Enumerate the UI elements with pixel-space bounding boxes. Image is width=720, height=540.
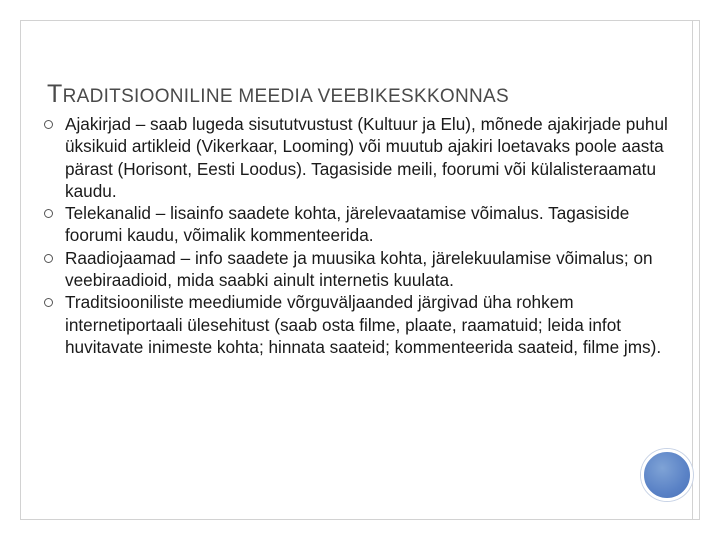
decorative-circle-icon [641,449,693,501]
bullet-text: Traditsiooniliste meediumide võrguväljaanded järgivad üha rohkem internetiportaali ülesehitust (saab osta filme, plaate, raamatuid; leida infot huvitavate inimeste kohta; hinnata saateid; kommenteerida saateid, filme jms). [65,292,662,357]
slide-title-initial: T [47,80,63,108]
slide-title-rest: RADITSIOONILINE MEEDIA VEEBIKESKKONNAS [62,86,509,107]
slide-title [47,75,509,107]
hollow-circle-bullet-icon [44,209,53,218]
bullet-item [40,113,690,202]
slide-frame-accent [692,20,700,520]
hollow-circle-bullet-icon [44,254,53,263]
bullet-item [40,247,690,292]
bullet-text: Telekanalid – lisainfo saadete kohta, järelevaatamise võimalus. Tagasiside foorumi kaudu, võimalik kommenteerida. [65,203,630,246]
bullet-item [40,291,690,358]
bullet-list [40,113,690,358]
hollow-circle-bullet-icon [44,298,53,307]
bullet-text: Ajakirjad – saab lugeda sisututvustust (Kultuur ja Elu), mõnede ajakirjade puhul üksikuid artikleid (Vikerkaar, Looming) või muutub ajakiri loetavaks poole aasta pärast (Horisont, Eesti Loodus). Tagasiside meili, foorumi või külalisteraamatu kaudu. [65,114,668,201]
bullet-text: Raadiojaamad – info saadete ja muusika kohta, järelekuulamise võimalus; on veebiraadioid, mida saabki ainult internetis kuulata. [65,247,653,291]
hollow-circle-bullet-icon [44,120,53,129]
bullet-item [40,202,690,247]
